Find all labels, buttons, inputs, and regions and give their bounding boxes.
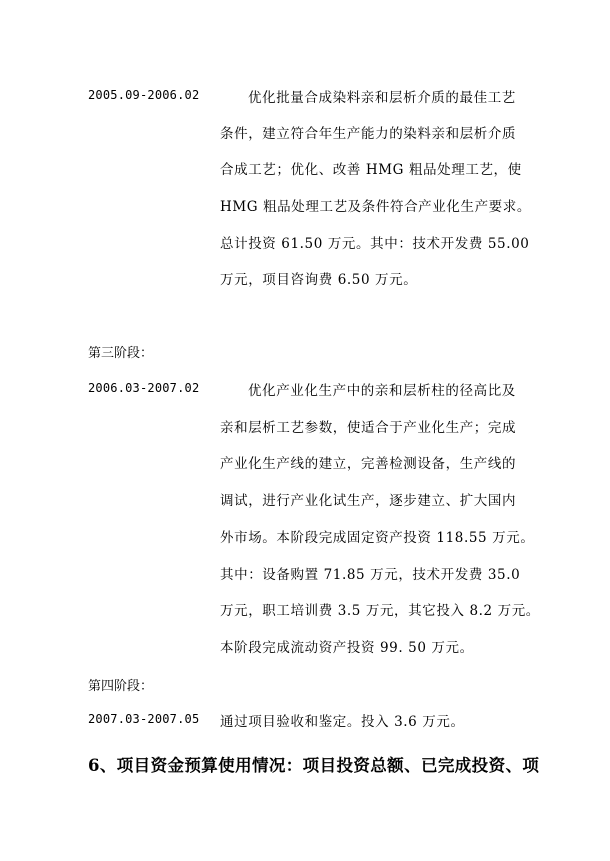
date-range-2007: 2007.03-2007.05 [88, 712, 200, 726]
date-range-2006: 2006.03-2007.02 [88, 381, 200, 395]
paragraph-line: 万元，项目咨询费 6.50 万元。 [220, 272, 418, 288]
paragraph-line: HMG 粗品处理工艺及条件符合产业化生产要求。 [220, 199, 531, 215]
paragraph-line: 亲和层析工艺参数，使适合于产业化生产；完成 [220, 420, 517, 436]
paragraph-line: 其中：设备购置 71.85 万元，技术开发费 35.0 [220, 567, 521, 583]
paragraph-line: 产业化生产线的建立，完善检测设备，生产线的 [220, 456, 517, 472]
paragraph-line: 条件，建立符合年生产能力的染料亲和层析介质 [220, 126, 517, 142]
paragraph-line: 优化批量合成染料亲和层析介质的最佳工艺 [248, 90, 516, 106]
section-heading: 6、项目资金预算使用情况：项目投资总额、已完成投资、项 [88, 756, 540, 775]
paragraph-line: 万元，职工培训费 3.5 万元，其它投入 8.2 万元。 [220, 603, 540, 619]
paragraph-line: 外市场。本阶段完成固定资产投资 118.55 万元。 [220, 530, 535, 546]
paragraph-line: 调试，进行产业化试生产，逐步建立、扩大国内 [220, 493, 517, 509]
paragraph-line: 本阶段完成流动资产投资 99. 50 万元。 [220, 640, 474, 656]
paragraph-line: 合成工艺；优化、改善 HMG 粗品处理工艺，使 [220, 162, 522, 178]
paragraph-line: 通过项目验收和鉴定。投入 3.6 万元。 [220, 714, 465, 730]
date-range-2005: 2005.09-2006.02 [88, 88, 200, 102]
paragraph-line: 总计投资 61.50 万元。其中：技术开发费 55.00 [220, 236, 530, 252]
stage-4-label: 第四阶段： [88, 679, 154, 694]
paragraph-line: 优化产业化生产中的亲和层析柱的径高比及 [248, 383, 516, 399]
stage-3-label: 第三阶段： [88, 346, 154, 361]
